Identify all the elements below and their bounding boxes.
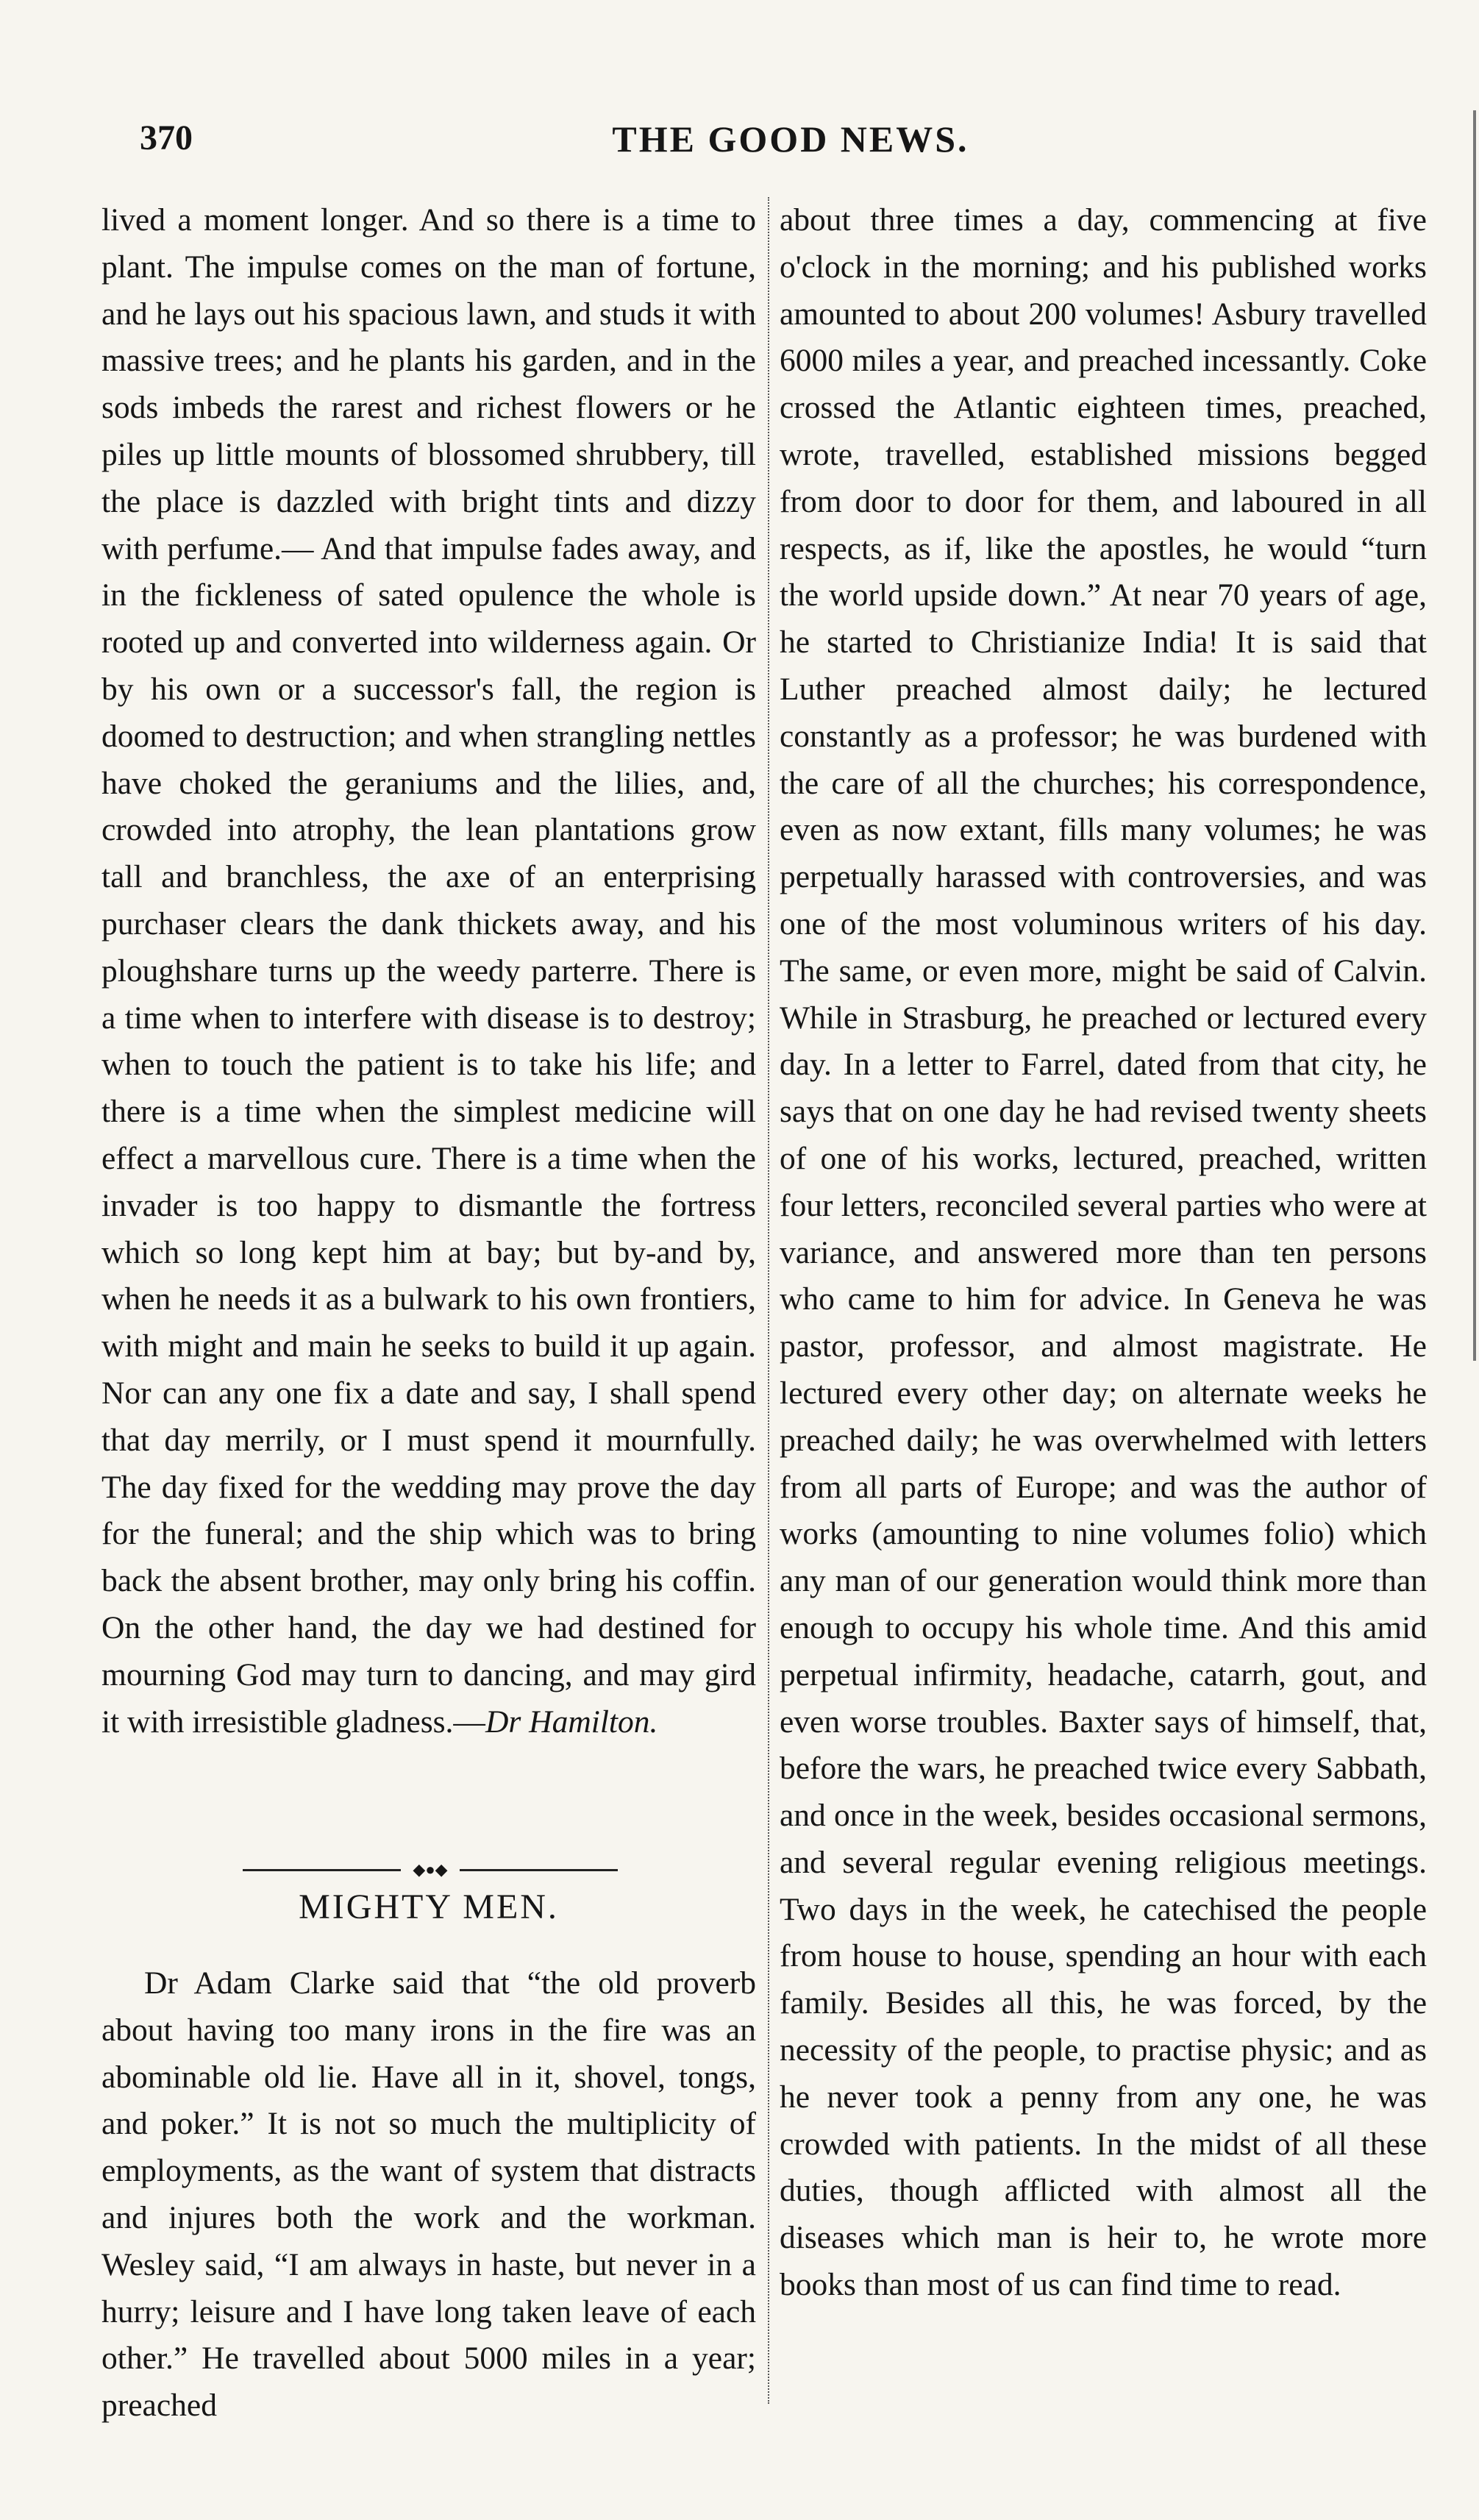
- page-number: 370: [140, 118, 193, 157]
- column-rule: [768, 197, 769, 2404]
- section-title: MIGHTY MEN.: [299, 1887, 559, 1926]
- section-body: [101, 1960, 756, 2430]
- divider-ornament: ◆●◆: [413, 1860, 448, 1879]
- running-title: THE GOOD NEWS.: [612, 118, 969, 160]
- attribution: Dr Hamilton.: [485, 1704, 658, 1740]
- divider-line-right: [460, 1869, 618, 1871]
- left-paragraph: [101, 197, 756, 1745]
- divider-line-left: [243, 1869, 401, 1871]
- section-divider: [243, 1862, 618, 1877]
- right-paragraph: about three times a day, commencing at five o'clock in the morning; and his published works amounted to about 200 volumes! Asbury travelled 6000 miles a year, and preached incessantly. Coke crossed the Atlantic eighteen times, preached, wrote, travelled, established missions begged from door to door for them, and laboured in all respects, as if, like the apostles, he would “turn the world upside down.” At near 70 years of age, he started to Christianize India! It is said that Luther preached almost daily; he lectured constantly as a professor; he was burdened with the care of all the churches; his correspondence, even as now extant, fills many volumes; he was perpetually harassed with controversies, and was one of the most voluminous writers of his day. The same, or even more, might be said of Calvin. While in Strasburg, he preached or lectured every day. In a letter to Farrel, dated from that city, he says that on one day he had revised twenty sheets of one of his works, lectured, preached, written four letters, reconciled several parties who were at variance, and answered more than ten persons who came to him for advice. In Geneva he was pastor, professor, and almost magistrate. He lectured every other day; on alternate weeks he preached daily; he was overwhelmed with letters from all parts of Europe; and was the author of works (amounting to nine volumes folio) which any man of our generation would think more than enough to occupy his whole time. And this amid perpetual infirmity, headache, catarrh, gout, and even worse troubles. Baxter says of himself, that, before the wars, he preached twice every Sabbath, and once in the week, besides occasional sermons, and several regular evening religious meetings. Two days in the week, he catechised the people from house to house, spending an hour with each family. Besides all this, he was forced, by the necessity of the people, to practise physic; and as he never took a penny from any one, he was crowded with patients. In the midst of all these duties, though afflicted with almost all the diseases which man is heir to, he wrote more books than most of us can find time to read.: [780, 202, 1427, 2303]
- page-edge-rule: [1473, 110, 1476, 1361]
- left-paragraph-text: lived a moment longer. And so there is a time to plant. The impulse comes on the man of fortune, and he lays out his spacious lawn, and studs it with massive trees; and he plants his garden, and in the sods imbeds the rarest and richest flowers or he piles up little mounts of blossomed shrubbery, till the place is dazzled with bright tints and dizzy with perfume.— And that impulse fades away, and in the fickleness of sated opulence the whole is rooted up and converted into wilderness again. Or by his own or a successor's fall, the region is doomed to destruction; and when strangling nettles have choked the geraniums and the lilies, and, crowded into atrophy, the lean plantations grow tall and branchless, the axe of an enterprising purchaser clears the dank thickets away, and his ploughshare turns up the weedy parterre. There is a time when to interfere with disease is to destroy; when to touch the patient is to take his life; and there is a time when the simplest medicine will effect a marvellous cure. There is a time when the invader is too happy to dismantle the fortress which so long kept him at bay; but by-and by, when he needs it as a bulwark to his own frontiers, with might and main he seeks to build it up again. Nor can any one fix a date and say, I shall spend that day merrily, or I must spend it mournfully. The day fixed for the wedding may prove the day for the funeral; and the ship which was to bring back the absent brother, may only bring his coffin. On the other hand, the day we had destined for mourning God may turn to dancing, and may gird it with irresistible gladness.—: [101, 202, 756, 1740]
- left-column: [101, 197, 756, 1745]
- page-header: [140, 118, 1441, 169]
- section-paragraph: Dr Adam Clarke said that “the old proverb about having too many irons in the fire was an abominable old lie. Have all in it, shovel, tongs, and poker.” It is not so much the multiplicity of employments, as the want of system that distracts and injures both the work and the workman. Wesley said, “I am always in haste, but never in a hurry; leisure and I have long taken leave of each other.” He travelled about 5000 miles in a year; preached: [101, 1965, 756, 2424]
- right-column: [780, 197, 1427, 2309]
